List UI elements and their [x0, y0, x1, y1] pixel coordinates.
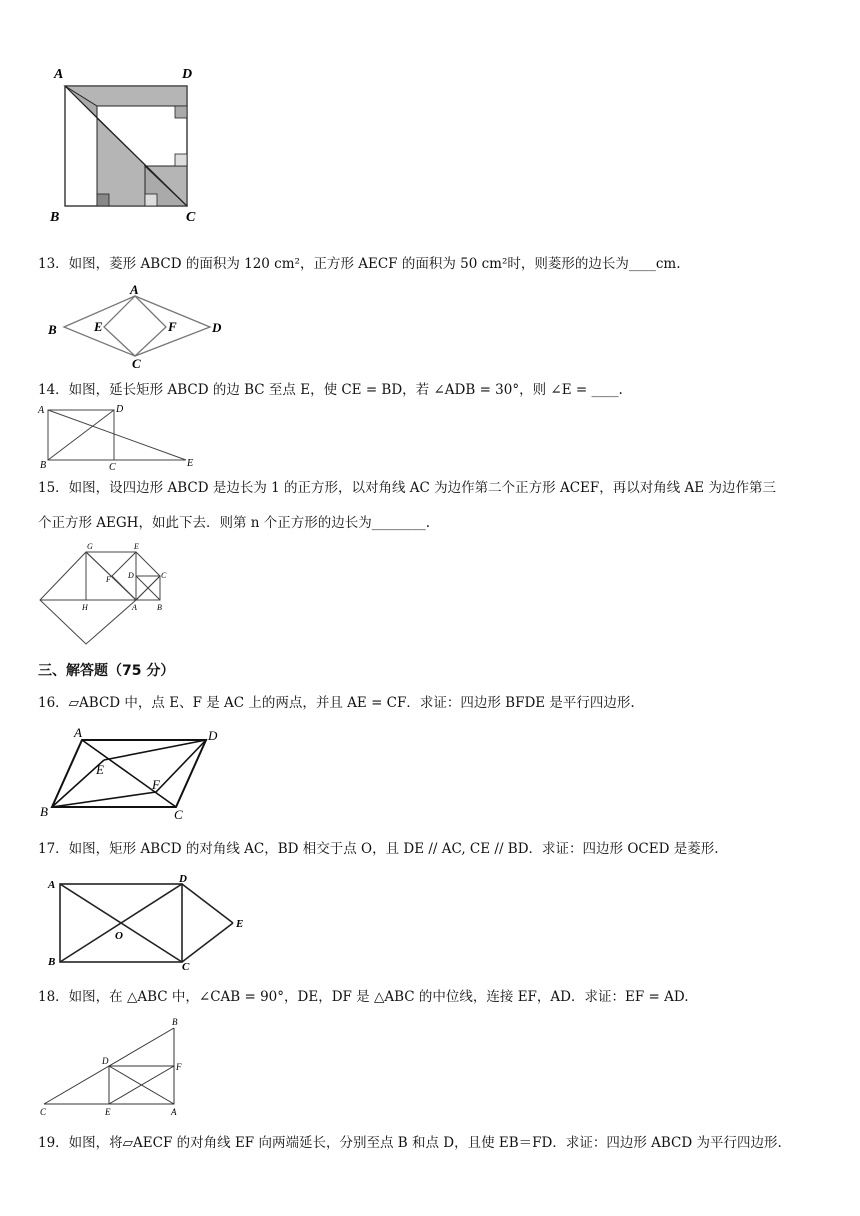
fig12-label-d: D	[182, 67, 193, 82]
fig16-label-f: F	[152, 777, 160, 792]
fig13-label-f: F	[168, 319, 177, 334]
fig14-label-b: B	[40, 460, 47, 471]
fig14-label-e: E	[187, 458, 194, 469]
fig15-label-d: D	[128, 571, 134, 580]
fig13-label-d: D	[212, 320, 222, 335]
fig16-label-b: B	[40, 804, 48, 819]
fig18-label-a: A	[171, 1107, 177, 1117]
question-16-text: 16．▱ABCD 中，点 E、F 是 AC 上的两点，并且 AE = CF．求证：四边形 BFDE 是平行四边形.	[38, 695, 635, 711]
fig15-label-a: A	[132, 603, 137, 612]
fig13-label-b: B	[48, 322, 57, 337]
fig17-label-c: C	[182, 961, 190, 972]
fig15-label-c: C	[161, 571, 167, 580]
figure-square-shaded	[40, 58, 210, 228]
fig15-label-g: G	[87, 542, 93, 551]
fig12-label-c: C	[186, 210, 196, 225]
fig18-label-c: C	[40, 1107, 47, 1117]
fig15-label-f: F	[106, 575, 111, 584]
figure-rectangle-rhombus-oced	[40, 872, 260, 972]
figure-rhombus	[40, 282, 240, 372]
fig15-label-e: E	[134, 542, 139, 551]
fig12-label-b: B	[50, 210, 60, 225]
fig14-label-c: C	[109, 462, 116, 472]
fig16-label-c: C	[174, 807, 183, 822]
fig17-label-b: B	[48, 956, 56, 968]
fig17-label-d: D	[179, 873, 187, 885]
fig17-label-o: O	[115, 930, 123, 942]
fig18-label-f: F	[176, 1062, 182, 1072]
question-19-text: 19．如图，将▱AECF 的对角线 EF 向两端延长，分别至点 B 和点 D，且使 EB＝FD．求证：四边形 ABCD 为平行四边形.	[38, 1135, 782, 1151]
fig18-label-b: B	[172, 1017, 178, 1027]
fig17-label-a: A	[48, 879, 56, 891]
fig15-label-h: H	[82, 603, 88, 612]
question-15-text-line1: 15．如图，设四边形 ABCD 是边长为 1 的正方形，以对角线 AC 为边作第二个正方形 ACEF，再以对角线 AE 为边作第三	[38, 480, 776, 496]
fig18-label-d: D	[102, 1056, 109, 1066]
fig16-label-e: E	[96, 762, 104, 777]
fig17-label-e: E	[236, 918, 244, 930]
fig13-label-a: A	[130, 282, 139, 297]
question-18-text: 18．如图，在 △ABC 中，∠CAB = 90°，DE，DF 是 △ABC 的中位线，连接 EF，AD．求证：EF = AD.	[38, 989, 689, 1005]
question-14-text: 14．如图，延长矩形 ABCD 的边 BC 至点 E，使 CE = BD，若 ∠ADB = 30°，则 ∠E = ____.	[38, 382, 623, 398]
figure-right-triangle-midlines	[36, 1014, 196, 1120]
question-13-text: 13．如图，菱形 ABCD 的面积为 120 cm²，正方形 AECF 的面积为 50 cm²时，则菱形的边长为____cm.	[38, 256, 681, 272]
fig12-label-a: A	[54, 67, 64, 82]
fig14-label-d: D	[116, 404, 124, 415]
figure-rectangle-extended	[36, 400, 206, 472]
figure-nested-squares	[36, 538, 186, 648]
section-3-title: 三、解答题（75 分）	[38, 663, 175, 679]
fig18-label-e: E	[105, 1107, 111, 1117]
fig15-label-b: B	[157, 603, 162, 612]
question-17-text: 17．如图，矩形 ABCD 的对角线 AC，BD 相交于点 O，且 DE // AC, CE // BD．求证：四边形 OCED 是菱形.	[38, 841, 719, 857]
fig13-label-e: E	[94, 319, 103, 334]
fig16-label-d: D	[208, 728, 218, 743]
fig13-label-c: C	[132, 356, 141, 371]
question-15-text-line2: 个正方形 AEGH，如此下去．则第 n 个正方形的边长为________.	[38, 515, 431, 531]
fig14-label-a: A	[38, 405, 45, 416]
fig16-label-a: A	[74, 725, 82, 740]
figure-parallelogram-bfde	[36, 722, 236, 822]
